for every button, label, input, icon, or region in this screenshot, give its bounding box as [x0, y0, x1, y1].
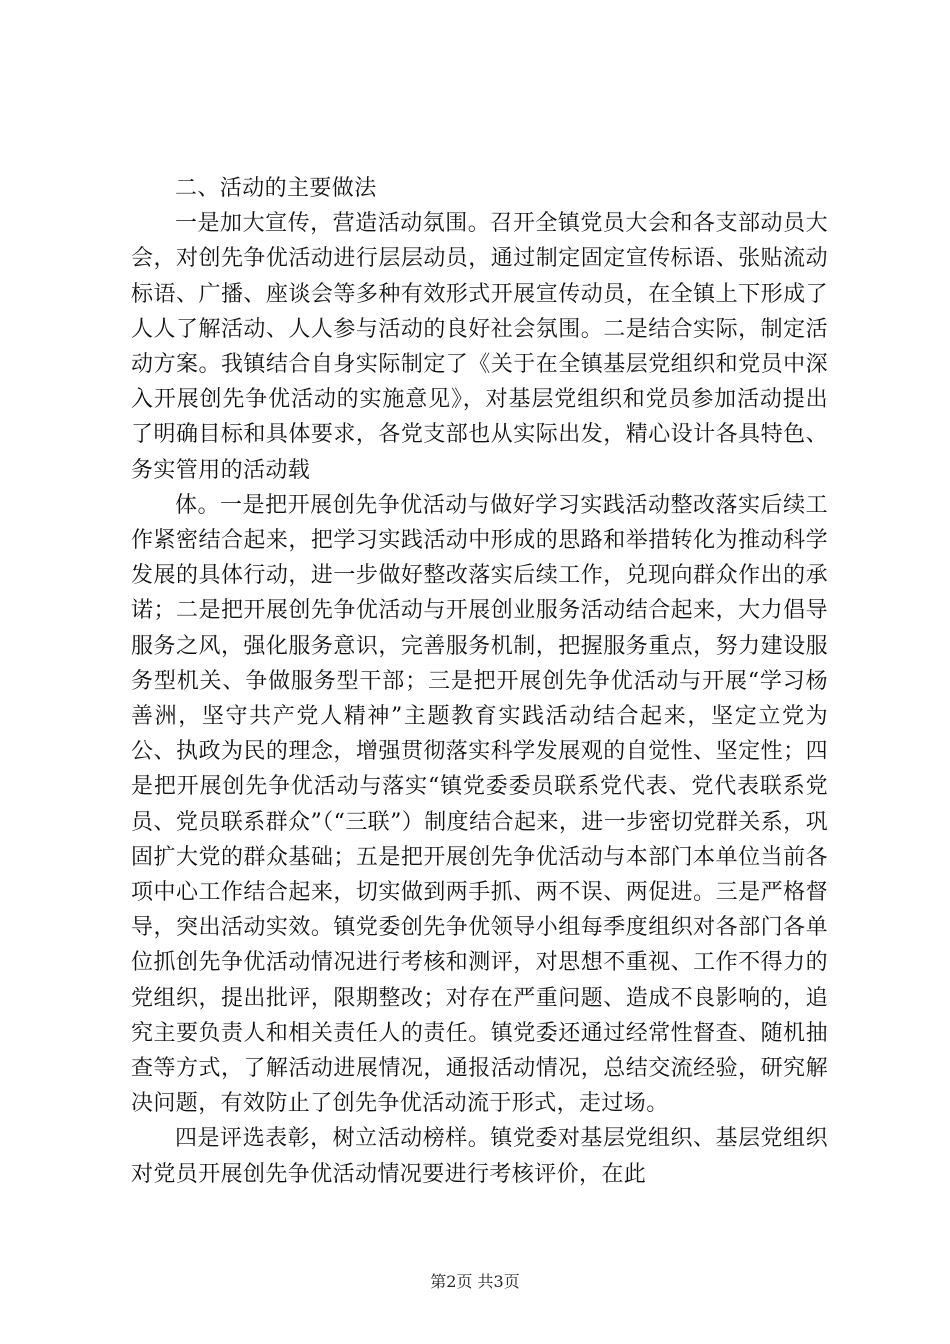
- paragraph-2: 体。一是把开展创先争优活动与做好学习实践活动整改落实后续工作紧密结合起来，把学习实践活动中形成的思路和举措转化为推动科学发展的具体行动，进一步做好整改落实后续工作，兑现向群众作出的承诺；二是把开展创先争优活动与开展创业服务活动结合起来，大力倡导服务之风，强化服务意识，完善服务机制，把握服务重点，努力建设服务型机关、争做服务型干部；三是把开展创先争优活动与开展“学习杨善洲，坚守共产党人精神”主题教育实践活动结合起来，坚定立党为公、执政为民的理念，增强贯彻落实科学发展观的自觉性、坚定性；四是把开展创先争优活动与落实“镇党委委员联系党代表、党代表联系党员、党员联系群众”（“三联”）制度结合起来，进一步密切党群关系，巩固扩大党的群众基础；五是把开展创先争优活动与本部门本单位当前各项中心工作结合起来，切实做到两手抓、两不误、两促进。三是严格督导，突出活动实效。镇党委创先争优领导小组每季度组织对各部门各单位抓创先争优活动情况进行考核和测评，对思想不重视、工作不得力的党组织，提出批评，限期整改；对存在严重问题、造成不良影响的，追究主要负责人和相关责任人的责任。镇党委还通过经常性督查、随机抽查等方式，了解活动进展情况，通报活动情况，总结交流经验，研究解决问题，有效防止了创先争优活动流于形式，走过场。: [131, 492, 828, 1117]
- page-number-footer: 第2页 共3页: [430, 1272, 520, 1291]
- paragraph-1: 一是加大宣传，营造活动氛围。召开全镇党员大会和各支部动员大会，对创先争优活动进行层层动员，通过制定固定宣传标语、张贴流动标语、广播、座谈会等多种有效形式开展宣传动员，在全镇上下形成了人人了解活动、人人参与活动的良好社会氛围。二是结合实际，制定活动方案。我镇结合自身实际制定了《关于在全镇基层党组织和党员中深入开展创先争优活动的实施意见》，对基层党组织和党员参加活动提出了明确目标和具体要求，各党支部也从实际出发，精心设计各具特色、务实管用的活动载: [131, 211, 828, 483]
- document-body: [131, 171, 828, 1192]
- section-heading: 二、活动的主要做法: [175, 176, 377, 201]
- paragraph-3: 四是评选表彰，树立活动榜样。镇党委对基层党组织、基层党组织对党员开展创先争优活动情况要进行考核评价，在此: [131, 1126, 828, 1187]
